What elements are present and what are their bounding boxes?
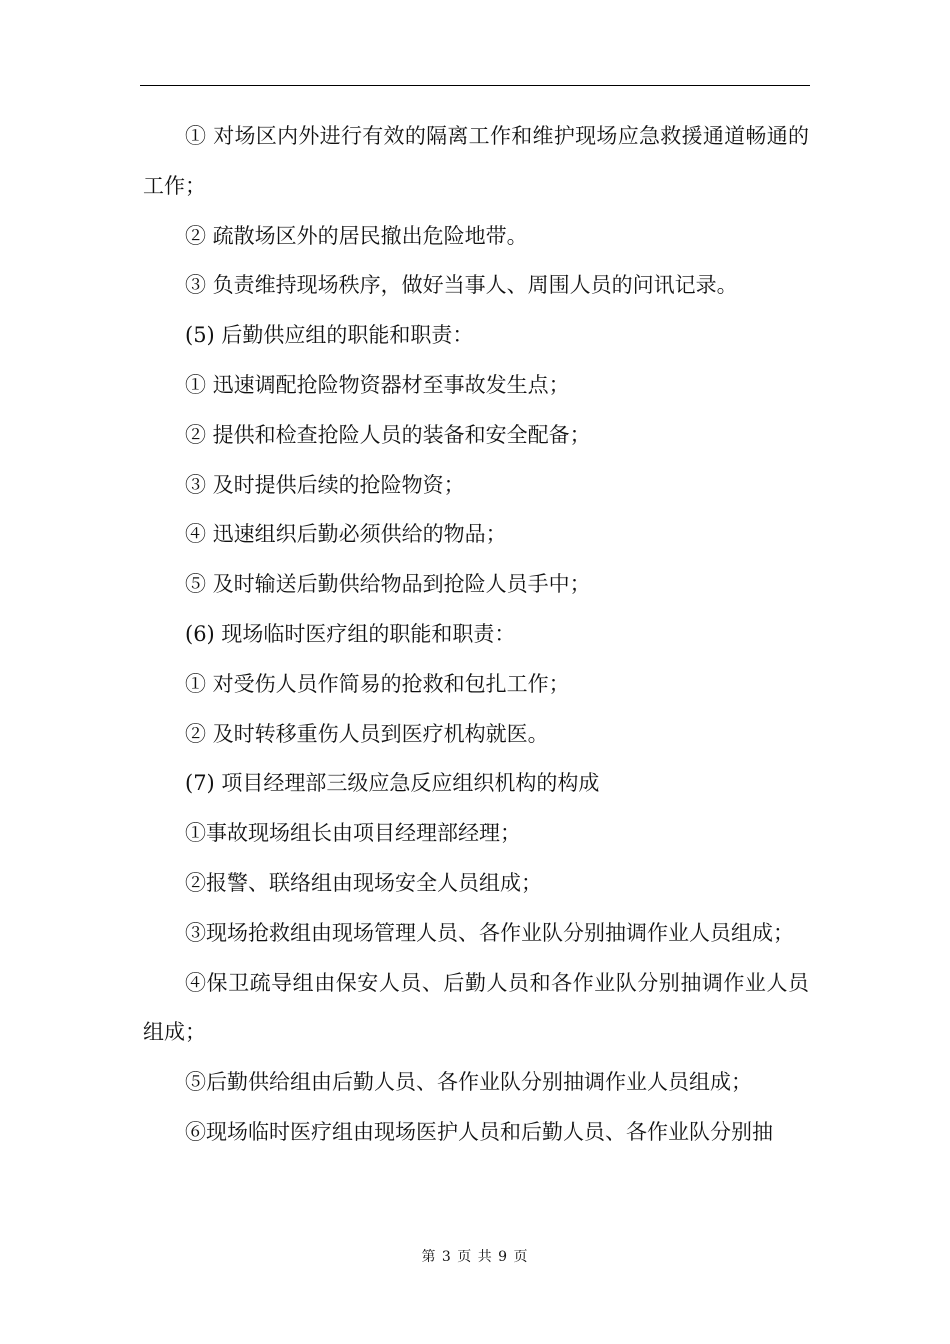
paragraph: ① 对场区内外进行有效的隔离工作和维护现场应急救援通道畅通的工作； bbox=[143, 124, 809, 198]
header-rule bbox=[140, 85, 810, 86]
paragraph: ⑤后勤供给组由后勤人员、各作业队分别抽调作业人员组成； bbox=[185, 1070, 752, 1095]
paragraph: ① 对受伤人员作简易的抢救和包扎工作； bbox=[185, 671, 570, 696]
paragraph: ②报警、联络组由现场安全人员组成； bbox=[185, 870, 542, 895]
paragraph: ④ 迅速组织后勤必须供给的物品； bbox=[185, 522, 507, 547]
section-heading: (7) 项目经理部三级应急反应组织机构的构成 bbox=[185, 771, 600, 796]
paragraph: ④保卫疏导组由保安人员、后勤人员和各作业队分别抽调作业人员组成； bbox=[143, 970, 809, 1045]
paragraph: ① 迅速调配抢险物资器材至事故发生点； bbox=[185, 372, 570, 397]
paragraph: ③现场抢救组由现场管理人员、各作业队分别抽调作业人员组成； bbox=[185, 920, 794, 945]
paragraph: ② 提供和检查抢险人员的装备和安全配备； bbox=[185, 422, 591, 447]
paragraph: ①事故现场组长由项目经理部经理； bbox=[185, 821, 521, 846]
paragraph: ② 及时转移重伤人员到医疗机构就医。 bbox=[185, 721, 549, 746]
body-text bbox=[143, 112, 809, 1158]
paragraph: ③ 及时提供后续的抢险物资； bbox=[185, 472, 465, 497]
section-heading: (5) 后勤供应组的职能和职责： bbox=[185, 323, 474, 348]
page-number-footer: 第 3 页 共 9 页 bbox=[421, 1249, 529, 1265]
paragraph: ⑥现场临时医疗组由现场医护人员和后勤人员、各作业队分别抽 bbox=[185, 1119, 773, 1144]
paragraph: ② 疏散场区外的居民撤出危险地带。 bbox=[185, 223, 528, 248]
section-heading: (6) 现场临时医疗组的职能和职责： bbox=[185, 621, 516, 646]
paragraph: ⑤ 及时输送后勤供给物品到抢险人员手中； bbox=[185, 572, 591, 597]
paragraph: ③ 负责维持现场秩序，做好当事人、周围人员的问讯记录。 bbox=[185, 273, 738, 298]
